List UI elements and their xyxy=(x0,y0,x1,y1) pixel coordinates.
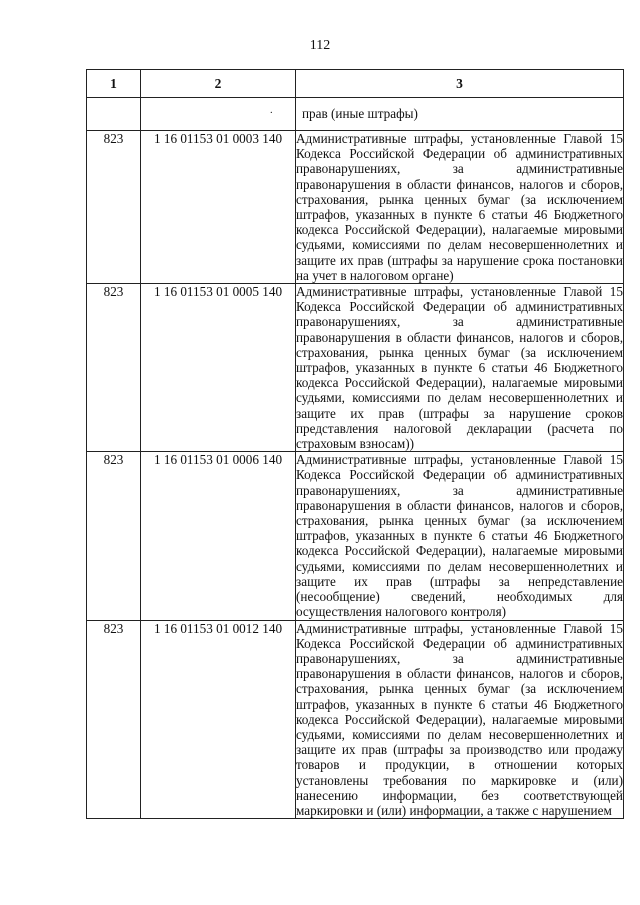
description-line: нанесению информации, без соответствующей xyxy=(296,787,623,803)
description-line: защите их прав (штрафы за нарушение сроков xyxy=(296,405,623,421)
description-line: Кодекса Российской Федерации об административных xyxy=(296,146,623,162)
description-line: страхования, рынка ценных бумаг (за исключением xyxy=(296,344,623,360)
description-line: правонарушениях, за административные xyxy=(296,314,623,330)
description-line: правонарушениях, за административные xyxy=(296,650,623,666)
description-line: правонарушениях, за административные xyxy=(296,482,623,498)
description-cell xyxy=(296,620,624,819)
description-line: защите их прав (штрафы за производство или продажу xyxy=(296,742,623,758)
continuation-code-cell xyxy=(87,98,141,131)
description-line: Кодекса Российской Федерации об административных xyxy=(296,635,623,651)
description-cell xyxy=(296,284,624,452)
description-line: осуществления налогового контроля) xyxy=(296,604,507,620)
continuation-kbk-cell xyxy=(141,98,296,131)
description-line: судьями, комиссиями по делам несовершеннолетних и xyxy=(296,390,623,406)
column-header-3: 3 xyxy=(296,70,624,98)
description-line: правонарушениях, за административные xyxy=(296,161,623,177)
table-row xyxy=(87,620,624,819)
description-line: штрафов, указанных в пункте 6 статьи 46 Бюджетного xyxy=(296,696,623,712)
description-line: (несообщение) сведений, необходимых для xyxy=(296,589,623,605)
continuation-row xyxy=(87,98,624,131)
table-row xyxy=(87,131,624,284)
description-line: Административные штрафы, установленные Главой 15 xyxy=(296,620,623,636)
description-line: правонарушения в области финансов, налогов и сборов, xyxy=(296,176,623,192)
table-row xyxy=(87,452,624,620)
description-line: Административные штрафы, установленные Главой 15 xyxy=(296,452,623,468)
description-line: Административные штрафы, установленные Главой 15 xyxy=(296,131,623,146)
column-header-1: 1 xyxy=(87,70,141,98)
continuation-mark: · xyxy=(269,108,273,120)
description-line: кодекса Российской Федерации), налагаемые мировыми xyxy=(296,543,623,559)
kbk-code-cell: 1 16 01153 01 0003 140 xyxy=(141,131,296,284)
budget-classification-table xyxy=(86,69,624,819)
kbk-code-cell: 1 16 01153 01 0006 140 xyxy=(141,452,296,620)
description-line: представления налоговой декларации (расчета по xyxy=(296,420,623,436)
description-line: Кодекса Российской Федерации об административных xyxy=(296,467,623,483)
description-line: кодекса Российской Федерации), налагаемые мировыми xyxy=(296,222,623,238)
description-line: правонарушения в области финансов, налогов и сборов, xyxy=(296,497,623,513)
kbk-code-cell: 1 16 01153 01 0005 140 xyxy=(141,284,296,452)
description-line: правонарушения в области финансов, налогов и сборов, xyxy=(296,329,623,345)
description-line: судьями, комиссиями по делам несовершеннолетних и xyxy=(296,558,623,574)
description-line: штрафов, указанных в пункте 6 статьи 46 Бюджетного xyxy=(296,207,623,223)
description-line: штрафов, указанных в пункте 6 статьи 46 Бюджетного xyxy=(296,528,623,544)
description-line: маркировки и (или) информации, а также с нарушением xyxy=(296,802,612,818)
table-header-row xyxy=(87,70,624,98)
description-line: страхования, рынка ценных бумаг (за исключением xyxy=(296,681,623,697)
continuation-text-line: прав (иные штрафы) xyxy=(302,106,418,122)
description-line: Кодекса Российской Федерации об административных xyxy=(296,299,623,315)
page-number: 112 xyxy=(309,38,331,53)
table-row xyxy=(87,284,624,452)
description-line: правонарушения в области финансов, налогов и сборов, xyxy=(296,666,623,682)
continuation-text-cell xyxy=(296,98,624,131)
description-line: защите их прав (штрафы за непредставление xyxy=(296,573,623,589)
description-line: Административные штрафы, установленные Главой 15 xyxy=(296,284,623,300)
description-line: судьями, комиссиями по делам несовершеннолетних и xyxy=(296,726,623,742)
table-body xyxy=(87,70,624,819)
description-line: судьями, комиссиями по делам несовершеннолетних и xyxy=(296,237,623,253)
description-line: кодекса Российской Федерации), налагаемые мировыми xyxy=(296,375,623,391)
description-cell xyxy=(296,452,624,620)
administrator-code-cell: 823 xyxy=(87,131,141,284)
administrator-code-cell: 823 xyxy=(87,284,141,452)
description-line: защите их прав (штрафы за нарушение срока постановки xyxy=(296,252,623,268)
description-line: установлены требования по маркировке и (или) xyxy=(296,772,623,788)
description-line: товаров и продукции, в отношении которых xyxy=(296,757,623,773)
description-line: на учет в налоговом органе) xyxy=(296,267,454,283)
administrator-code-cell: 823 xyxy=(87,620,141,819)
description-cell xyxy=(296,131,624,284)
description-line: страхования, рынка ценных бумаг (за исключением xyxy=(296,513,623,529)
description-line: штрафов, указанных в пункте 6 статьи 46 Бюджетного xyxy=(296,360,623,376)
description-line: страхования, рынка ценных бумаг (за исключением xyxy=(296,191,623,207)
description-line: кодекса Российской Федерации), налагаемые мировыми xyxy=(296,711,623,727)
column-header-2: 2 xyxy=(141,70,296,98)
administrator-code-cell: 823 xyxy=(87,452,141,620)
kbk-code-cell: 1 16 01153 01 0012 140 xyxy=(141,620,296,819)
description-line: страховым взносам)) xyxy=(296,436,415,452)
